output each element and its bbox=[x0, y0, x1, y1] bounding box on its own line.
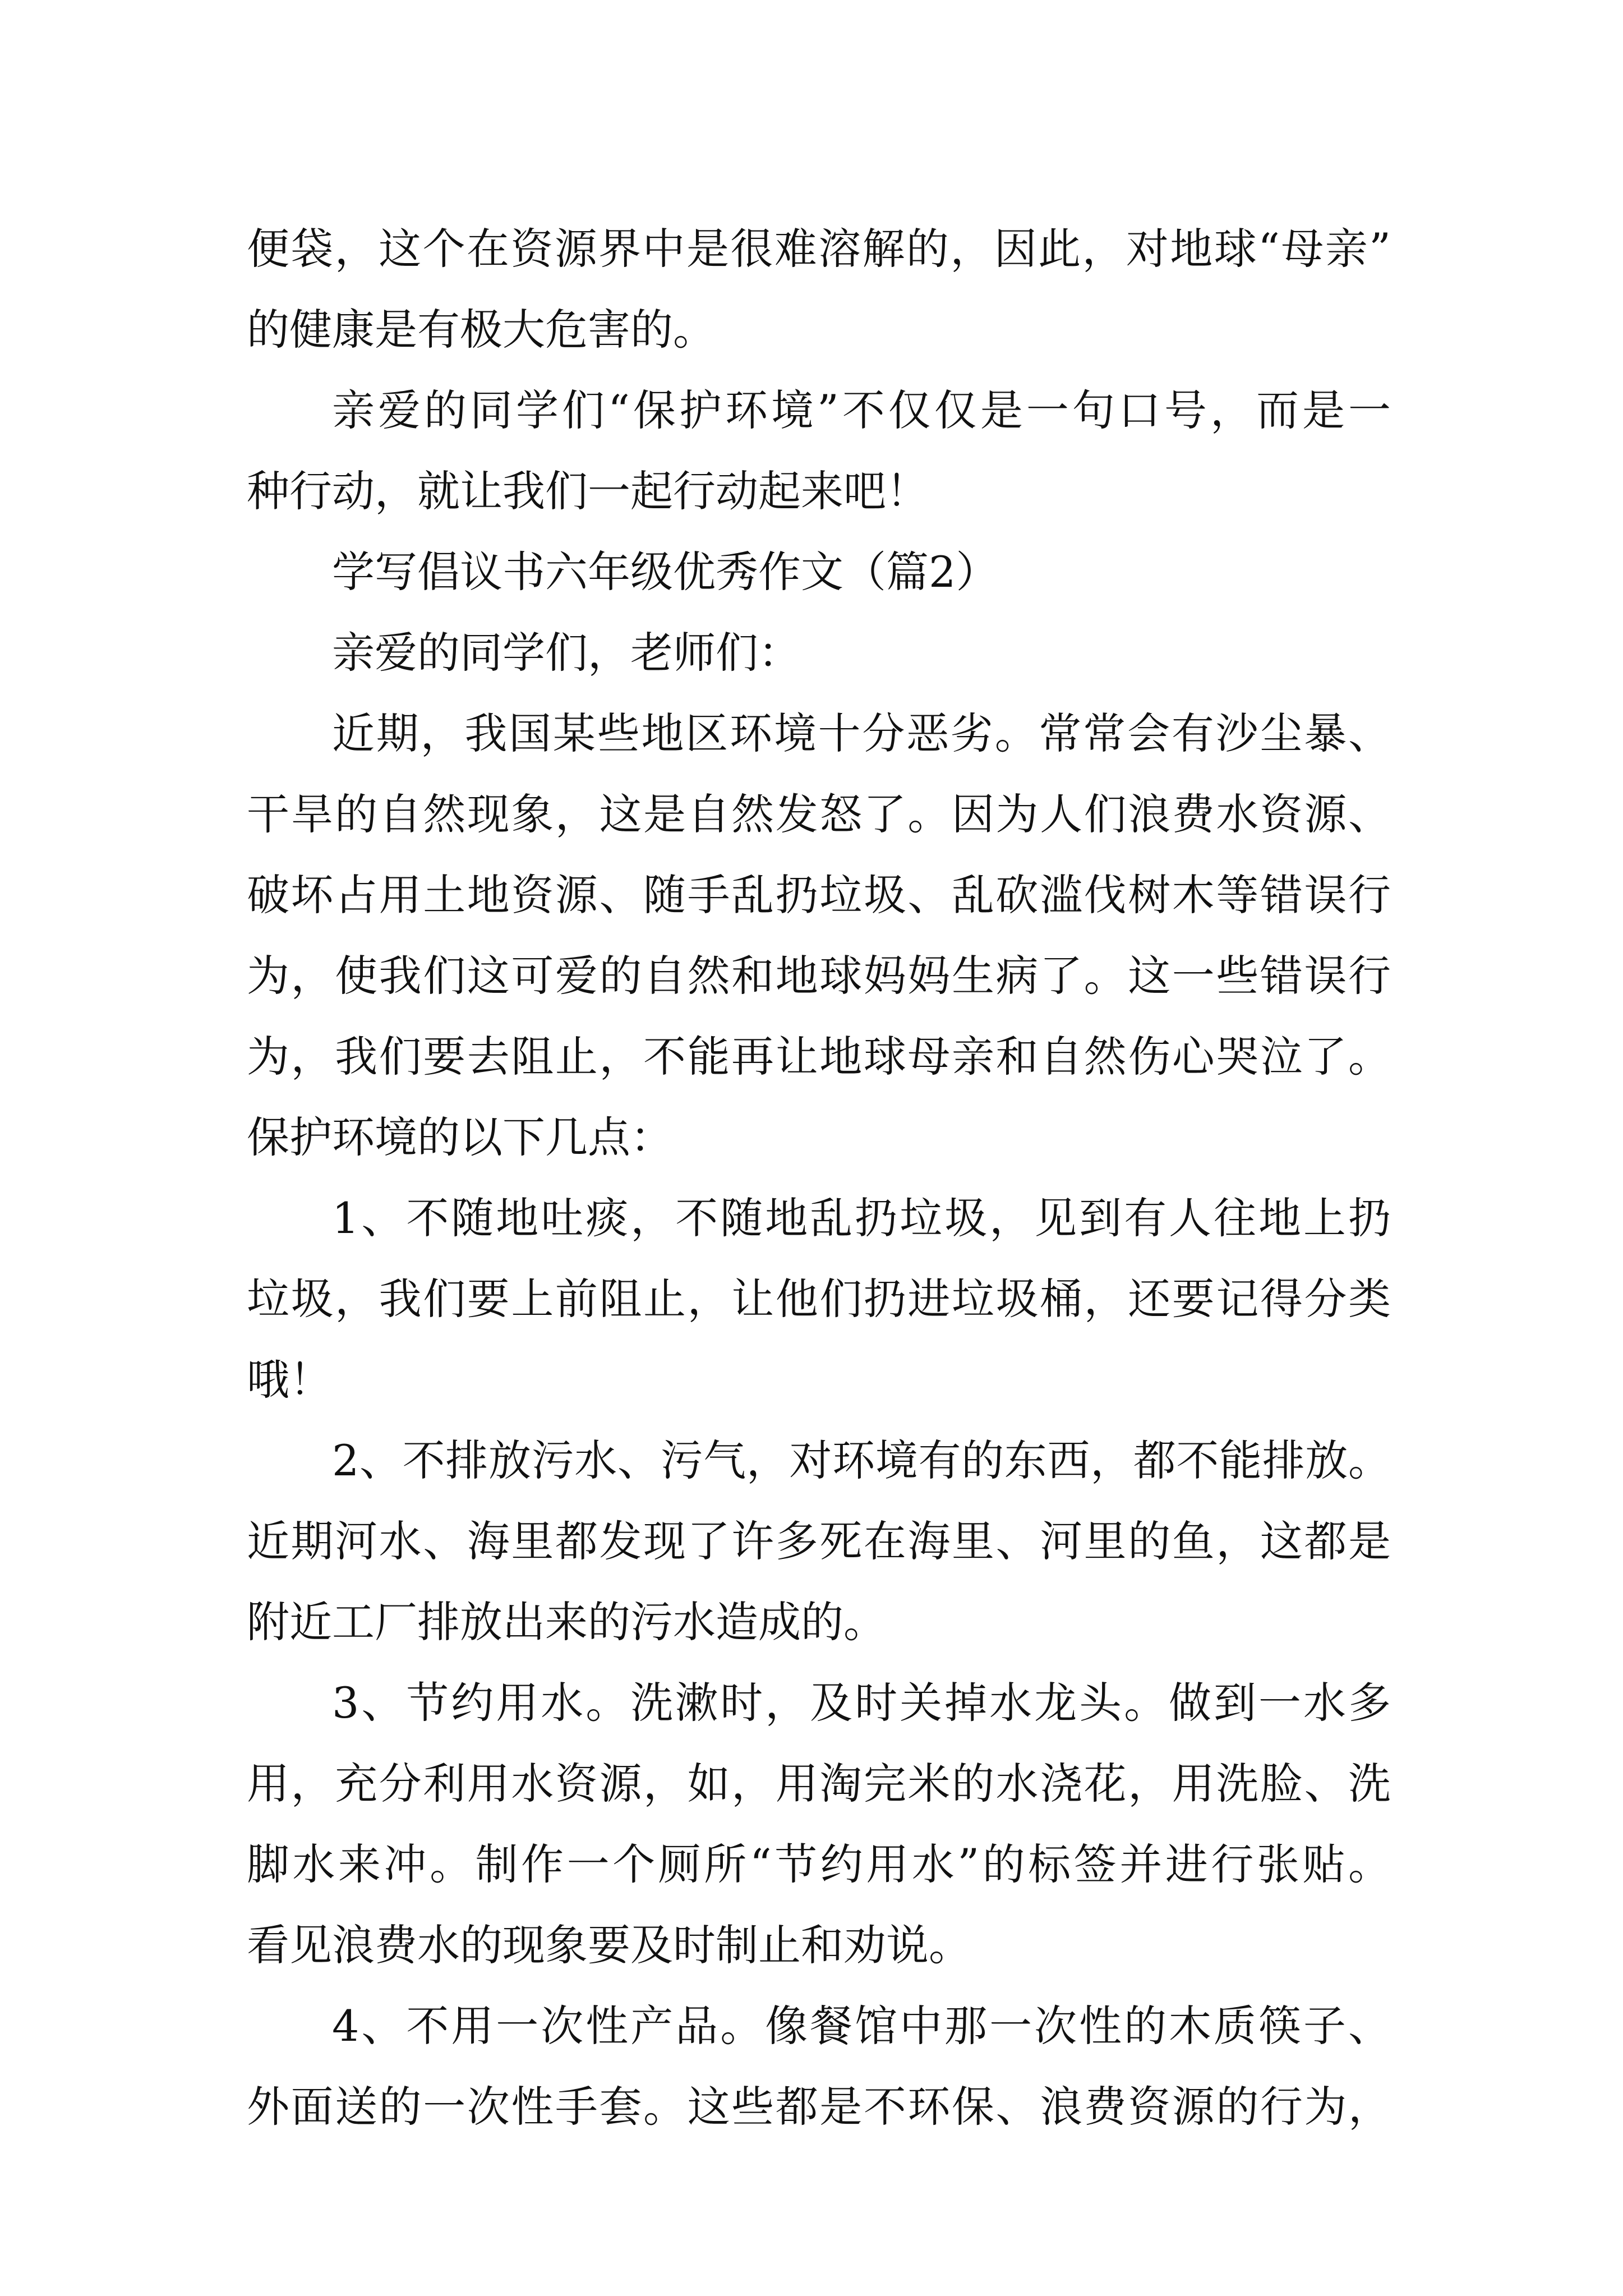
document-body bbox=[247, 209, 1391, 2147]
text-line: 亲爱的同学们，老师们： bbox=[332, 628, 801, 678]
text-line: 脚水来冲。制作一个厕所“节约用水”的标签并进行张贴。 bbox=[247, 1839, 1391, 1889]
text-line: 干旱的自然现象，这是自然发怒了。因为人们浪费水资源、 bbox=[247, 789, 1391, 839]
text-line: 近期，我国某些地区环境十分恶劣。常常会有沙尘暴、 bbox=[332, 708, 1391, 758]
text-line: 的健康是有极大危害的。 bbox=[247, 305, 716, 355]
text-line: 1、不随地吐痰，不随地乱扔垃圾，见到有人往地上扔 bbox=[332, 1193, 1391, 1243]
text-line: 垃圾，我们要上前阻止，让他们扔进垃圾桶，还要记得分类 bbox=[247, 1274, 1391, 1324]
text-line: 用，充分利用水资源，如，用淘完米的水浇花，用洗脸、洗 bbox=[247, 1759, 1391, 1809]
text-line: 外面送的一次性手套。这些都是不环保、浪费资源的行为， bbox=[247, 2082, 1391, 2132]
text-line: 2、不排放污水、污气，对环境有的东西，都不能排放。 bbox=[332, 1435, 1391, 1485]
text-line: 4、不用一次性产品。像餐馆中那一次性的木质筷子、 bbox=[332, 2001, 1391, 2051]
text-line: 为，使我们这可爱的自然和地球妈妈生病了。这一些错误行 bbox=[247, 951, 1391, 1001]
text-line: 为，我们要去阻止，不能再让地球母亲和自然伤心哭泣了。 bbox=[247, 1032, 1391, 1082]
text-line: 哦！ bbox=[247, 1355, 332, 1405]
text-line: 附近工厂排放出来的污水造成的。 bbox=[247, 1597, 886, 1647]
text-line: 保护环境的以下几点： bbox=[247, 1112, 673, 1162]
text-line: 便袋，这个在资源界中是很难溶解的，因此，对地球“母亲” bbox=[247, 224, 1391, 274]
text-line: 3、节约用水。洗漱时，及时关掉水龙头。做到一水多 bbox=[332, 1678, 1391, 1728]
text-line: 学写倡议书六年级优秀作文（篇2） bbox=[332, 547, 999, 597]
text-line: 亲爱的同学们“保护环境”不仅仅是一句口号，而是一 bbox=[332, 385, 1391, 435]
text-line: 近期河水、海里都发现了许多死在海里、河里的鱼，这都是 bbox=[247, 1516, 1391, 1566]
text-line: 看见浪费水的现象要及时制止和劝说。 bbox=[247, 1920, 971, 1970]
text-line: 种行动，就让我们一起行动起来吧！ bbox=[247, 466, 929, 516]
text-line: 破坏占用土地资源、随手乱扔垃圾、乱砍滥伐树木等错误行 bbox=[247, 870, 1391, 920]
